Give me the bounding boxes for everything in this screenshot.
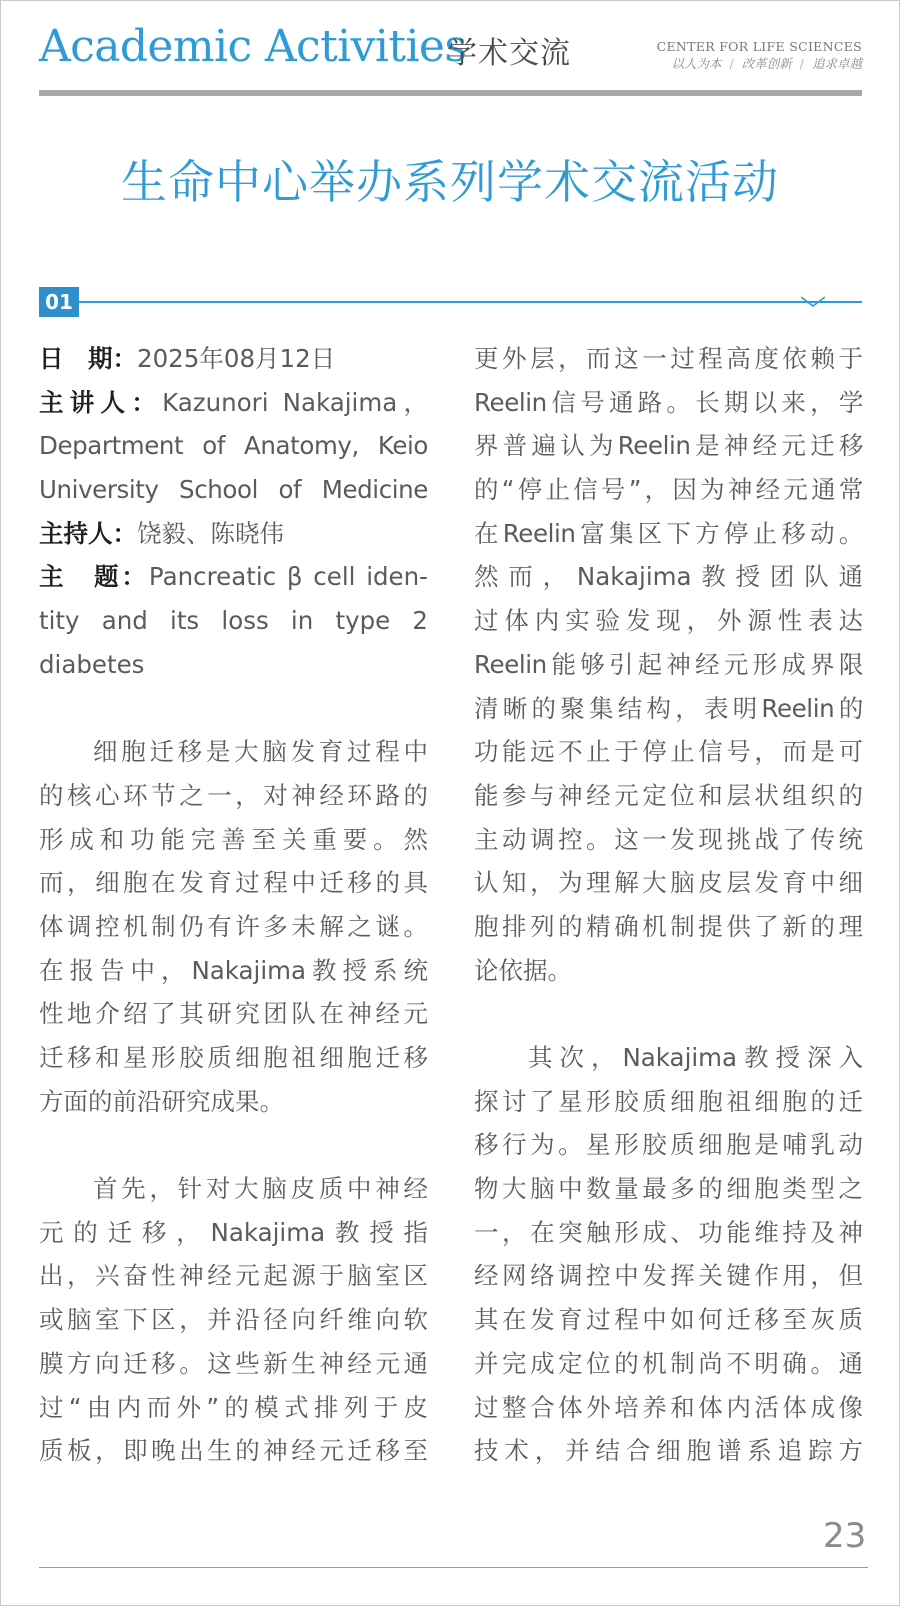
article-title: 生命中心举办系列学术交流活动 (121, 155, 779, 209)
body-line: 一，在突触形成、功能维持及神 (474, 1217, 863, 1247)
header-mottos (657, 55, 862, 71)
body-line: 体调控机制仍有许多未解之谜。 (39, 911, 428, 941)
body-line: 能参与神经元定位和层状组织的 (474, 780, 863, 810)
body-line: 论依据。 (474, 955, 572, 985)
meta-speaker-affiliation: University School of Medicine (39, 475, 428, 505)
meta-speaker-affiliation: Department of Anatomy, Keio (39, 431, 428, 461)
motto-separator: / (799, 55, 804, 71)
meta-topic-cont: tity and its loss in type 2 (39, 606, 428, 636)
body-line: 功能远不止于停止信号，而是可 (474, 737, 863, 767)
body-line: 技术，并结合细胞谱系追踪方 (474, 1436, 863, 1466)
motto-people-first: 以人为本 (671, 55, 722, 71)
meta-speaker (39, 381, 428, 425)
paragraph-gap (39, 687, 428, 731)
body-line: 清晰的聚集结构，表明Reelin的 (474, 693, 863, 723)
body-line: 形成和功能完善至关重要。然 (39, 824, 428, 854)
body-line: 迁移和星形胶质细胞祖细胞迁移 (39, 1043, 428, 1072)
header-center-info (657, 41, 862, 70)
body-line: 并完成定位的机制尚不明确。通 (474, 1348, 863, 1378)
speaker-label: 主讲人： (39, 387, 163, 417)
body-line: Reelin信号通路。长期以来，学 (474, 387, 863, 417)
body-line: 经网络调控中发挥关键作用，但 (474, 1261, 863, 1291)
body-line: 性地介绍了其研究团队在神经元 (39, 999, 428, 1029)
body-line: 认知，为理解大脑皮层发育中细 (474, 868, 863, 898)
section-number-badge: 01 (39, 287, 79, 317)
topic-label: 主 题： (39, 562, 149, 592)
body-line: 过“由内而外”的模式排列于皮 (39, 1392, 428, 1422)
meta-topic (39, 555, 428, 599)
body-line: 在报告中，Nakajima教授系统 (39, 955, 428, 985)
body-line: 质板，即晚出生的神经元迁移至 (39, 1436, 428, 1466)
right-column (474, 337, 863, 1473)
body-line: 界普遍认为Reelin是神经元迁移 (474, 431, 863, 461)
body-line: Reelin能够引起神经元形成界限 (474, 649, 863, 679)
meta-host (39, 512, 428, 556)
section-notch-icon (801, 296, 825, 308)
date-label: 日 期： (39, 344, 137, 373)
host-label: 主持人： (39, 518, 137, 548)
body-line: 的“停止信号”，因为神经元通常 (474, 475, 863, 505)
body-line: 首先，针对大脑皮质中神经 (93, 1174, 428, 1204)
body-line: 然而，Nakajima教授团队通 (474, 562, 863, 592)
body-line: 元的迁移，Nakajima教授指 (39, 1217, 428, 1247)
body-line: 过体内实验发现，外源性表达 (474, 606, 863, 636)
center-name: CENTER FOR LIFE SCIENCES (656, 39, 862, 54)
host-value: 饶毅、陈晓伟 (137, 518, 284, 548)
page-number: 23 (823, 1516, 867, 1556)
section-divider-line (79, 301, 862, 303)
body-line: 胞排列的精确机制提供了新的理 (474, 911, 863, 941)
body-line: 膜方向迁移。这些新生神经元通 (39, 1348, 428, 1378)
topic-value: Pancreatic β cell iden- (148, 562, 429, 592)
body-line: 物大脑中数量最多的细胞类型之 (474, 1174, 863, 1204)
meta-date (39, 337, 428, 381)
body-line: 方面的前沿研究成果。 (39, 1086, 284, 1116)
body-line: 其在发育过程中如何迁移至灰质 (474, 1305, 863, 1335)
motto-pursue-excellence: 追求卓越 (811, 55, 862, 71)
body-line: 移行为。星形胶质细胞是哺乳动 (474, 1130, 863, 1160)
body-line: 更外层，而这一过程高度依赖于 (474, 344, 863, 373)
header-title-en: Academic Activities (39, 21, 467, 72)
body-line: 出，兴奋性神经元起源于脑室区 (39, 1261, 428, 1291)
body-line: 探讨了星形胶质细胞祖细胞的迁 (474, 1086, 863, 1116)
paragraph-gap (39, 1123, 428, 1167)
body-line: 的核心环节之一，对神经环路的 (39, 780, 428, 810)
speaker-value: Kazunori Nakajima， (162, 387, 429, 417)
body-line: 在Reelin富集区下方停止移动。 (474, 518, 863, 548)
footer-rule (39, 1567, 868, 1568)
body-line: 主动调控。这一发现挑战了传统 (474, 824, 863, 854)
motto-reform-innovation: 改革创新 (741, 55, 792, 71)
header-title-cn: 学术交流 (447, 36, 571, 71)
body-line: 过整合体外培养和体内活体成像 (474, 1392, 863, 1422)
body-line: 细胞迁移是大脑发育过程中 (93, 737, 428, 767)
body-line: 其次，Nakajima教授深入 (528, 1043, 863, 1072)
meta-topic-cont: diabetes (39, 649, 145, 679)
left-column (39, 337, 428, 1473)
body-line: 或脑室下区，并沿径向纤维向软 (39, 1305, 428, 1335)
motto-separator: / (729, 55, 734, 71)
paragraph-gap (474, 992, 863, 1036)
body-line: 而，细胞在发育过程中迁移的具 (39, 868, 428, 898)
date-value: 2025年08月12日 (137, 344, 336, 373)
header-rule (39, 90, 862, 96)
